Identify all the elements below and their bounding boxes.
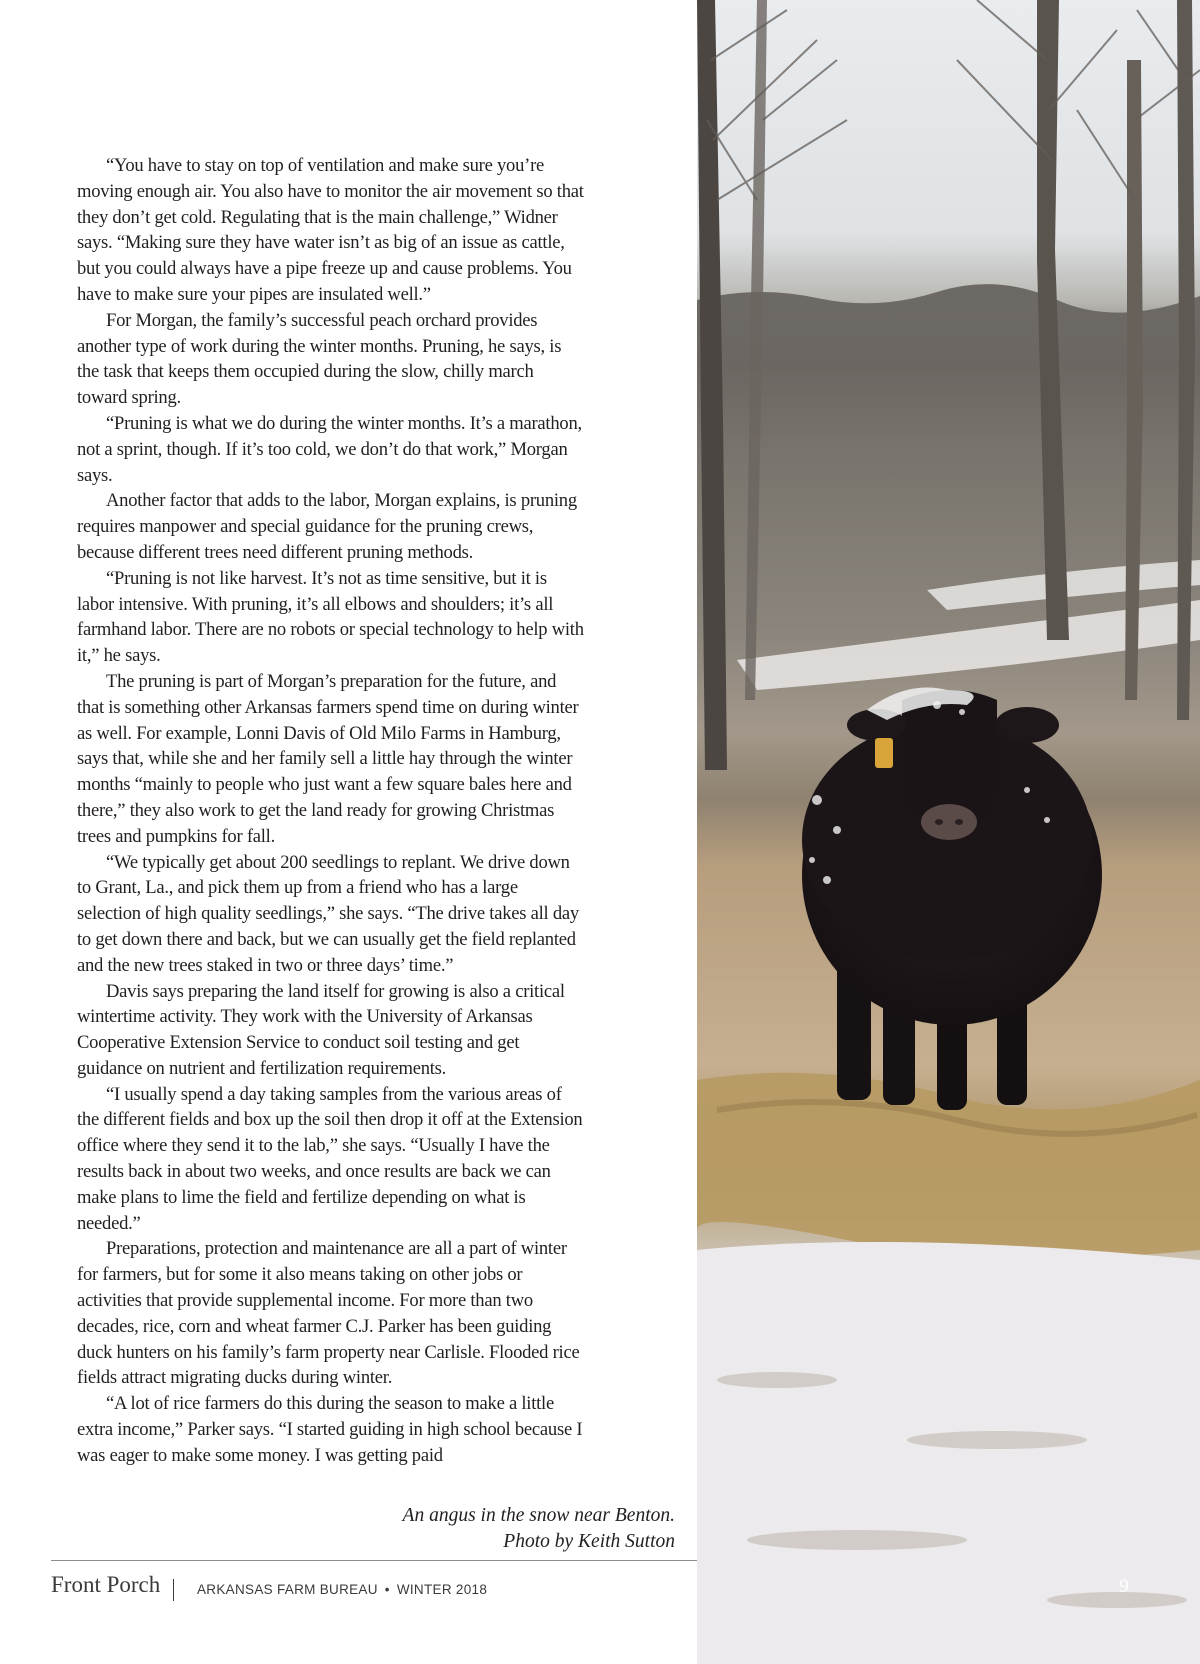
cow-photo xyxy=(697,0,1200,1664)
footer-divider-line xyxy=(51,1560,697,1561)
paragraph: “Pruning is not like harvest. It’s not as time sensitive, but it is labor intensive. With pruning, it’s all elbows and shoulders; it’s all farmhand labor. There are no robots or special technology to help with it,” he says. xyxy=(77,567,584,667)
magazine-title: Front Porch xyxy=(51,1572,161,1597)
paragraph: “You have to stay on top of ventilation and make sure you’re moving enough air. You also have to monitor the air movement so that they don’t get cold. Regulating that is the main challenge,” Widner says. “Making sure they have water isn’t as big of an issue as cattle, but you could always have a pipe freeze up and cause problems. You have to make sure your pipes are insulated well.” xyxy=(77,155,584,305)
photo-caption xyxy=(403,1503,675,1555)
photo-illustration xyxy=(697,0,1200,1664)
ear-tag xyxy=(875,738,893,768)
bullet-separator: • xyxy=(384,1582,390,1597)
paragraph: For Morgan, the family’s successful peach orchard provides another type of work during the winter months. Pruning, he says, is the task that keeps them occupied during the slow, chilly march toward spring. xyxy=(77,309,562,409)
issue-date: WINTER 2018 xyxy=(396,1582,488,1597)
paragraph: The pruning is part of Morgan’s preparation for the future, and that is something other Arkansas farmers spend time on during winter as well. For example, Lonni Davis of Old Milo Farms in Hamburg, says that, while she and her family sell a little hay through the winter months “mainly to people who just want a few square bales here and there,” they also work to get the land ready for growing Christmas trees and pumpkins for fall. xyxy=(77,670,579,847)
paragraph: “We typically get about 200 seedlings to replant. We drive down to Grant, La., and pick them up from a friend who has a large selection of high quality seedlings,” she says. “The drive takes all day to get down there and back, but we can usually get the field replanted and the new trees staked in two or three days’ time.” xyxy=(77,851,579,976)
paragraph: Preparations, protection and maintenance are all a part of winter for farmers, but for some it also means taking on other jobs or activities that provide supplemental income. For more than two decades, rice, corn and wheat farmer C.J. Parker has been guiding duck hunters on his family’s farm property near Carlisle. Flooded rice fields attract migrating ducks during winter. xyxy=(77,1238,580,1389)
caption-text: An angus in the snow near Benton. xyxy=(402,1505,675,1526)
paragraph: “I usually spend a day taking samples from the various areas of the different fields and box up the soil then drop it off at the Extension office where they send it to the lab,” she says. “Usually I have the results back in about two weeks, and once results are back we can make plans to lime the field and fertilize depending on what is needed.” xyxy=(77,1083,583,1234)
paragraph: Davis says preparing the land itself for growing is also a critical wintertime activity. They work with the University of Arkansas Cooperative Extension Service to conduct soil testing and get guidance on nutrient and fertilization requirements. xyxy=(77,980,565,1079)
footer-separator-bar xyxy=(173,1579,174,1601)
page-number: 9 xyxy=(1119,1576,1129,1597)
paragraph: “A lot of rice farmers do this during the season to make a little extra income,” Parker says. “I started guiding in high school because I was eager to make some money. I was getting paid xyxy=(77,1393,583,1466)
photo-credit: Photo by Keith Sutton xyxy=(503,1531,675,1552)
paragraph: Another factor that adds to the labor, Morgan explains, is pruning requires manpower and special guidance for the pruning crews, because different trees need different pruning methods. xyxy=(77,490,577,563)
article-body xyxy=(77,153,585,1469)
publisher-name: ARKANSAS FARM BUREAU xyxy=(197,1582,378,1597)
paragraph: “Pruning is what we do during the winter months. It’s a marathon, not a sprint, though. If it’s too cold, we don’t do that work,” Morgan says. xyxy=(77,412,582,486)
publication-info xyxy=(197,1582,487,1597)
